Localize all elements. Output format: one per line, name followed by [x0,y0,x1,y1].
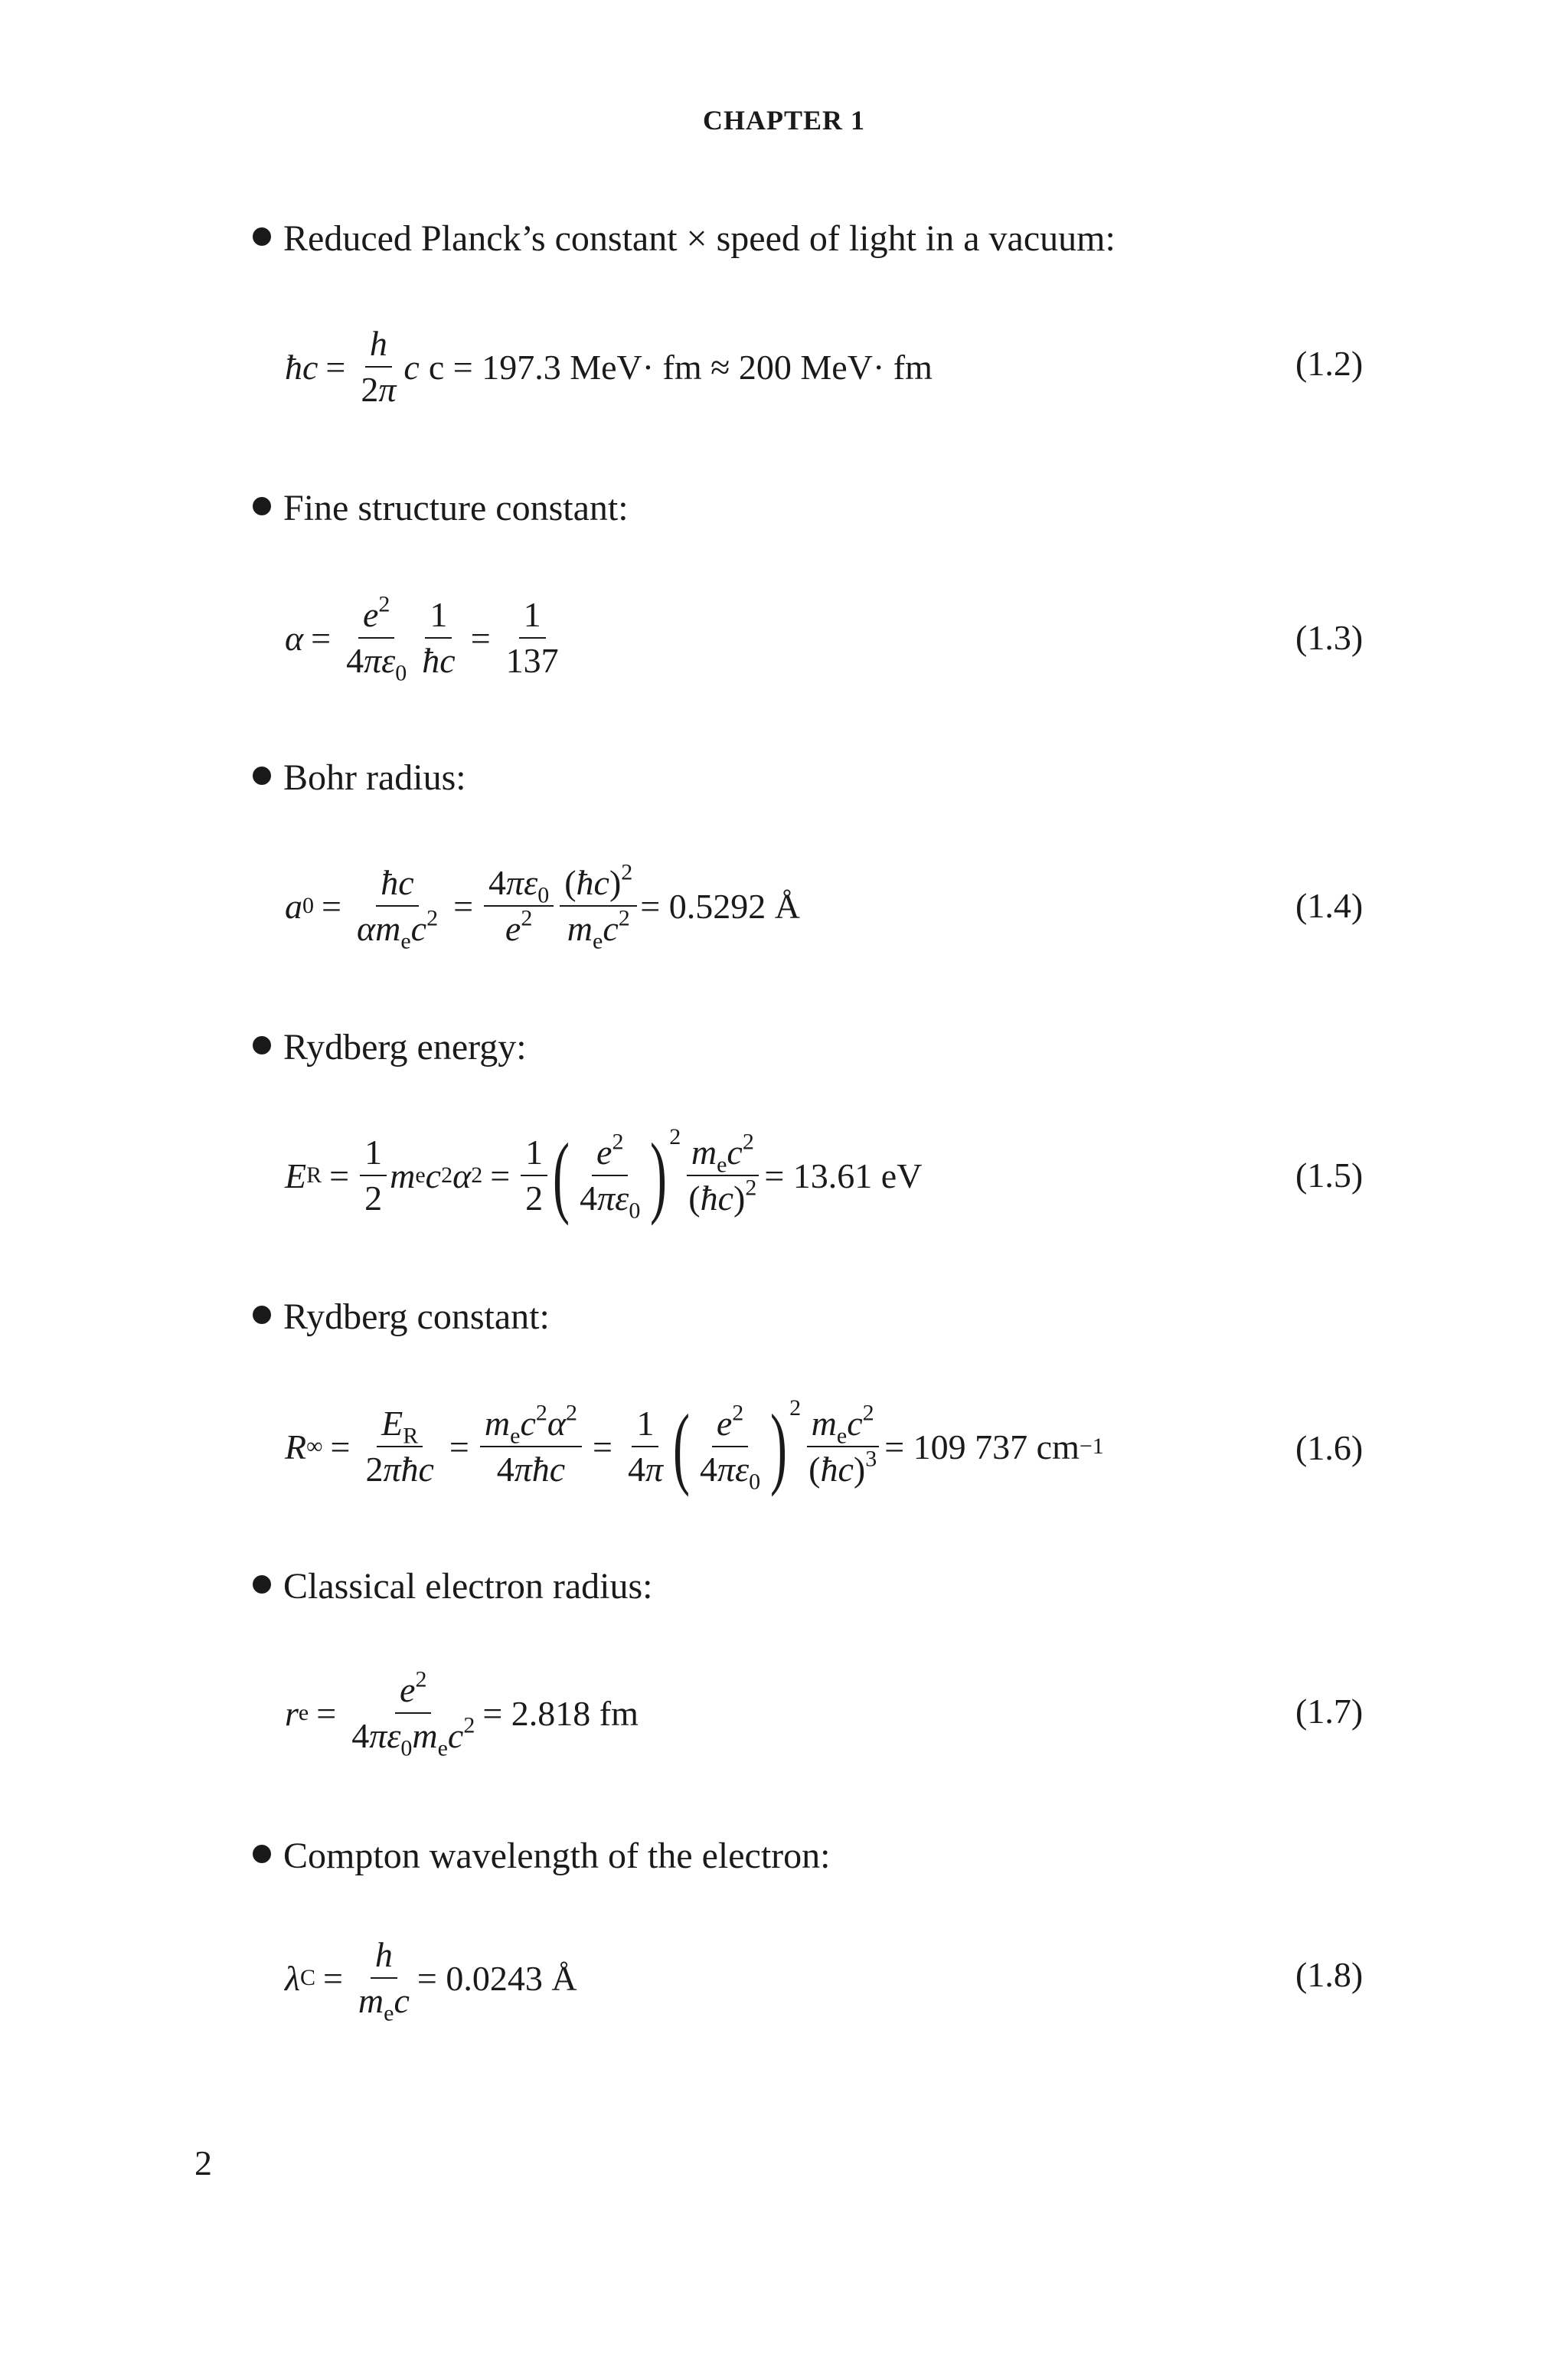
equation-value: c = 197.3 MeV· fm ≈ 200 MeV· fm [428,347,933,387]
equation-1-7: r e = $\frac{e^2}{4\pi\varepsilon_0m_ec^2}$ = 2.818 fm [285,1666,639,1761]
bullet-classical-electron-radius [253,1565,653,1608]
bullet-rydberg-constant [253,1296,550,1339]
bullet-text: Rydberg energy: [283,1027,527,1067]
bullet-dot-icon [253,1306,271,1324]
bullet-bohr-radius [253,757,466,799]
bullet-dot-icon [253,497,271,515]
equation-number: (1.5) [1295,1156,1364,1195]
equation-1-5: E R = $\frac{1}{2}$ m e c 2 α 2 = $\frac{1}{2}$ ( $\frac{e^2}{4\pi\varepsilon_0}$ ) 2 $\frac{m_ec^2}{(ħc)^2}$ = 13.61 eV [285,1124,923,1226]
bullet-text: Fine structure constant: [283,488,629,528]
equation-1-4: a 0 = $\frac{ħc}{\alpha m_ec^2}$ = $\frac{4\pi\varepsilon_0}{e^2}$ $\frac{(ħc)^2}{m_ec^2}$ = 0.5292 Å [285,859,800,954]
equation-1-2: ħc = $\frac{h}{2\pi}$ c c = 197.3 MeV· fm ≈ 200 MeV· fm [285,322,933,412]
bullet-compton-wavelength [253,1835,830,1878]
chapter-header: CHAPTER 1 [702,105,865,136]
equation-value: = 109 737 cm [884,1427,1080,1466]
equation-value: = 13.61 eV [764,1156,923,1195]
equation-1-6: R ∞ = $\frac{E_R}{\text{2πħc}}$ = $\frac{m_ec^2\alpha^2}{\text{4πħc}}$ = $\frac{1}{4\pi}$ ( $\frac{e^2}{4\pi\varepsilon_0}$ ) 2 $\frac{m_ec^2}{(ħc)^3}$ = 109 737 cm −1 [285,1395,1104,1497]
bullet-fine-structure [253,487,629,530]
page-number: 2 [194,2143,212,2182]
bullet-text: Rydberg constant: [283,1296,550,1337]
equation-1-8: λ C = $\frac{h}{m_ec}$ = 0.0243 Å [285,1933,577,2023]
equation-1-3: α = $\frac{e^2}{4\pi\varepsilon_0}$ $\frac{1}{ħc}$ = $\frac{1}{137}$ [285,591,559,686]
equation-number: (1.7) [1295,1692,1364,1731]
bullet-dot-icon [253,227,271,246]
bullet-text: Classical electron radius: [283,1566,653,1607]
equation-number: (1.4) [1295,886,1364,925]
bullet-text: Reduced Planck’s constant × speed of light in a vacuum: [283,218,1116,259]
equation-number: (1.3) [1295,618,1364,657]
equation-value: = 2.818 fm [482,1693,639,1733]
bullet-reduced-planck [253,217,1116,260]
bullet-dot-icon [253,1575,271,1594]
equation-number: (1.6) [1295,1428,1364,1467]
bullet-rydberg-energy [253,1026,527,1069]
bullet-dot-icon [253,1036,271,1054]
bullet-dot-icon [253,1845,271,1863]
equation-number: (1.8) [1295,1955,1364,1994]
bullet-text: Bohr radius: [283,757,466,798]
equation-value: = 0.5292 Å [640,886,800,926]
equation-number: (1.2) [1295,344,1364,383]
bullet-text: Compton wavelength of the electron: [283,1836,831,1876]
bullet-dot-icon [253,767,271,785]
equation-value: = 0.0243 Å [416,1958,577,1998]
